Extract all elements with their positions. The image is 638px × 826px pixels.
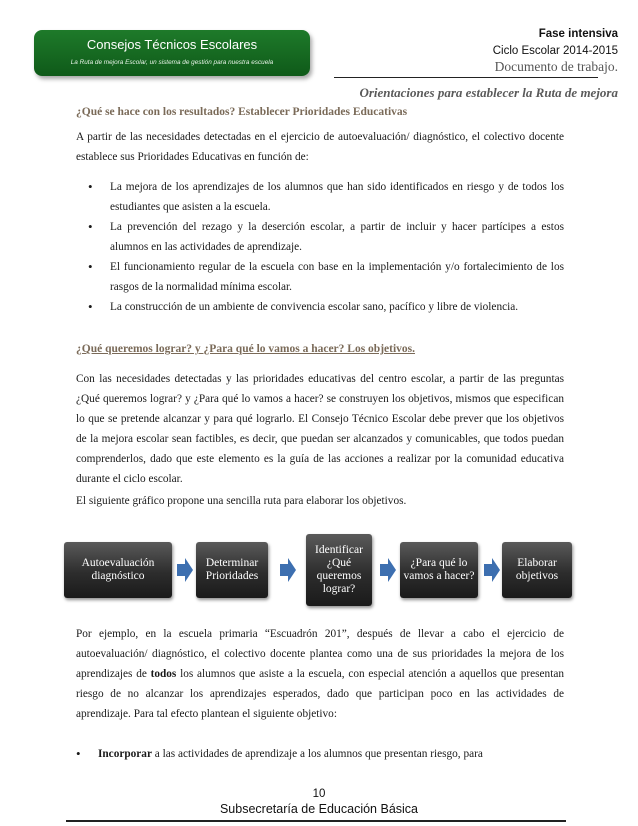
header-divider (334, 77, 598, 78)
list-item: • La prevención del rezago y la deserción escolar, a partir de incluir y hacer partícipes a estos alumnos en las actividades de aprendizaje. (88, 219, 564, 253)
footer-divider (66, 820, 566, 822)
school-cycle-label: Ciclo Escolar 2014-2015 (492, 45, 618, 57)
banner-title: Consejos Técnicos Escolares (86, 37, 258, 52)
bullet-icon: • (88, 299, 93, 314)
flow-intro: El siguiente gráfico propone una sencilla ruta para elaborar los objetivos. (76, 495, 407, 507)
list-item: • La construcción de un ambiente de convivencia escolar sano, pacífico y libre de violencia. (88, 297, 564, 317)
flow-step-what-to-achieve: Identificar ¿Qué queremos lograr? (306, 534, 372, 606)
flow-step-why: ¿Para qué lo vamos a hacer? (400, 542, 478, 598)
list-item: • La mejora de los aprendizajes de los alumnos que han sido identificados en riesgo y de todos los estudiantes que asisten a la escuela. (88, 179, 564, 213)
arrow-right-icon (484, 558, 500, 582)
bullet-icon: • (88, 259, 93, 274)
banner-subtitle: La Ruta de mejora Escolar, un sistema de gestión para nuestra escuela (70, 59, 274, 66)
bullet-icon: • (88, 219, 93, 234)
flow-step-self-assessment: Autoevaluación diagnóstico (64, 542, 172, 598)
list-item: • Incorporar a las actividades de aprendizaje a los alumnos que presentan riesgo, para (76, 744, 564, 764)
arrow-right-icon (380, 558, 396, 582)
priorities-intro: A partir de las necesidades detectadas en el ejercicio de autoevaluación/ diagnóstico, el colectivo docente establece sus Prioridades Educativas en función de: (76, 131, 564, 163)
objective-list (76, 744, 564, 764)
bullet-icon: • (88, 179, 93, 194)
heading-objectives: ¿Qué queremos lograr? y ¿Para qué lo vamos a hacer? Los objetivos. (76, 343, 416, 355)
header-banner (34, 30, 310, 76)
list-item: • El funcionamiento regular de la escuela con base en la implementación y/o fortalecimiento de los rasgos de la normalidad mínima escolar. (88, 259, 564, 293)
arrow-right-icon (280, 558, 296, 582)
footer-text: Subsecretaría de Educación Básica (219, 802, 419, 816)
example-paragraph: Por ejemplo, en la escuela primaria “Escuadrón 201”, después de llevar a cabo el ejercicio de autoevaluación/ diagnóstico, el colectivo docente plantea como una de sus prioridades la mejora de los aprendizajes de todos los alumnos que asiste a la escuela, con especial atención a aquellos que presentan riesgo de no alcanzar los aprendizajes esperados, dado que participan poco en las actividades de aprendizaje. Para tal efecto plantean el siguiente objetivo: (76, 628, 564, 720)
page-number: 10 (312, 788, 326, 800)
phase-label: Fase intensiva (538, 28, 618, 40)
bullet-icon: • (76, 746, 81, 761)
section-title: Orientaciones para establecer la Ruta de mejora (359, 85, 618, 100)
objectives-paragraph: Con las necesidades detectadas y las prioridades educativas del centro escolar, a partir de las preguntas ¿Qué queremos lograr? y ¿Para qué lo vamos a hacer? se construyen los objetivos, mismos que especifican lo que se pretende alcanzar y para qué lograrlo. El Consejo Técnico Escolar debe prever que los objetivos de la mejora escolar sean factibles, es decir, que puedan ser alcanzados y comunicables, que todos puedan comprenderlos, dado que este elemento es la guía de las acciones a realizar por la comunidad educativa durante el ciclo escolar. (76, 373, 564, 485)
arrow-right-icon (177, 558, 193, 582)
document-label: Documento de trabajo. (494, 59, 618, 74)
priorities-list (88, 177, 564, 317)
flow-step-write-objectives: Elaborar objetivos (502, 542, 572, 598)
flow-step-priorities: Determinar Prioridades (196, 542, 268, 598)
heading-priorities: ¿Qué se hace con los resultados? Establecer Prioridades Educativas (76, 106, 408, 118)
